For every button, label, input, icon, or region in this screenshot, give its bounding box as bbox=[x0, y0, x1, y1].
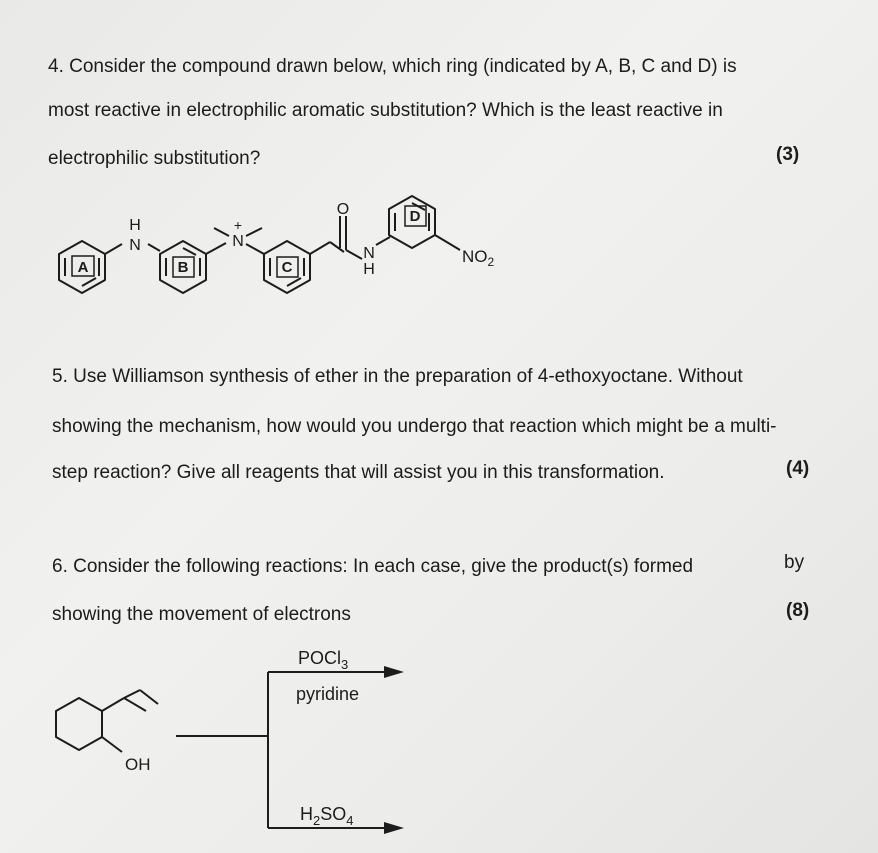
cyclohexanol-structure bbox=[56, 690, 158, 752]
arrow-head-top bbox=[384, 666, 404, 678]
q4-line-3: electrophilic substitution? bbox=[48, 148, 261, 169]
q4-line-2: most reactive in electrophilic aromatic substitution? Which is the least reactive in bbox=[48, 100, 723, 121]
q5-marks: (4) bbox=[786, 458, 810, 479]
ring-a-label: A bbox=[77, 259, 89, 276]
reagent-pyridine: pyridine bbox=[296, 684, 360, 704]
arrow-head-bottom bbox=[384, 822, 404, 834]
ammonium-n-atom: N bbox=[232, 233, 244, 250]
q6-line-1-end: by bbox=[784, 552, 805, 573]
ring-d-label: D bbox=[409, 208, 421, 225]
q6-marks: (8) bbox=[786, 600, 810, 621]
reagent-h2so4: $H_2SO_4$ bbox=[300, 804, 354, 828]
carbonyl-o-atom: O bbox=[336, 201, 350, 218]
amide-n-atom: N bbox=[363, 245, 375, 262]
q6-line-2: showing the movement of electrons bbox=[52, 604, 351, 625]
q6-line-1: 6. Consider the following reactions: In each case, give the product(s) formed bbox=[52, 556, 694, 577]
ammonium-charge: + bbox=[233, 217, 243, 233]
amine-h-atom: H bbox=[129, 217, 141, 234]
ring-c-label: C bbox=[281, 259, 293, 276]
hydroxyl-label: OH bbox=[125, 755, 151, 774]
amine-n-atom: N bbox=[129, 237, 141, 254]
amide-h-atom: H bbox=[363, 261, 375, 278]
q5-line-3: step reaction? Give all reagents that will assist you in this transformation. bbox=[52, 462, 665, 483]
ring-b-label: B bbox=[177, 259, 189, 276]
q5-line-1: 5. Use Williamson synthesis of ether in the preparation of 4-ethoxyoctane. Without bbox=[52, 366, 743, 387]
reagent-pocl3: POCl$_3$ bbox=[298, 648, 349, 672]
q5-line-2: showing the mechanism, how would you undergo that reaction which might be a multi- bbox=[52, 416, 777, 437]
q4-marks: (3) bbox=[776, 144, 800, 165]
q4-line-1: 4. Consider the compound drawn below, which ring (indicated by A, B, C and D) is bbox=[48, 56, 737, 77]
nitro-group: $NO_2$ bbox=[462, 247, 495, 269]
